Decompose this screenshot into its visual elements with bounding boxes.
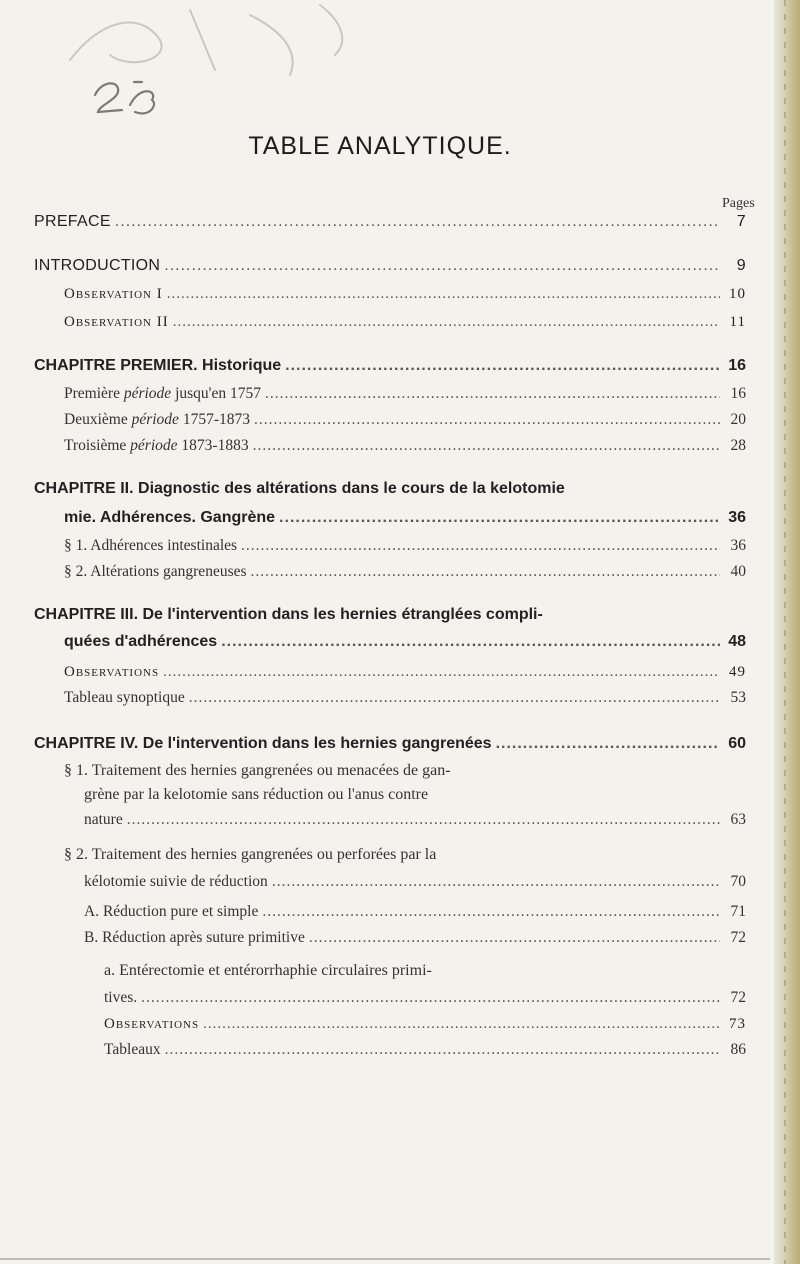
toc-entry-page: 7 — [736, 213, 746, 230]
pencil-scribble — [40, 0, 370, 120]
toc-entry-traitement-2-line1: § 2. Traitement des hernies gangrenées ou perforées par la — [64, 846, 437, 863]
toc-entry-chapitre-2[interactable] — [64, 508, 746, 528]
toc-entry-label: § 2. Altérations gangreneuses — [64, 563, 247, 580]
toc-entry-tableaux[interactable] — [104, 1040, 746, 1060]
toc-entry-page: 49 — [729, 664, 746, 680]
leader-dots — [272, 872, 720, 892]
toc-entry-page: 36 — [728, 509, 746, 526]
toc-entry-page: 73 — [729, 1016, 746, 1032]
toc-entry-label: B. Réduction après suture primitive — [84, 929, 305, 946]
toc-entry-observation-1[interactable] — [64, 284, 746, 304]
toc-entry-label: Observations — [104, 1016, 200, 1032]
toc-entry-page: 48 — [728, 633, 746, 650]
toc-entry-chapitre-2-line1: CHAPITRE II. Diagnostic des altérations dans le cours de la kelotomie — [34, 480, 565, 497]
toc-entry-label: § 1. Adhérences intestinales — [64, 537, 238, 554]
toc-entry-page: 86 — [730, 1041, 746, 1058]
toc-entry-traitement-2[interactable] — [84, 872, 746, 892]
toc-entry-label: Observation I — [64, 286, 163, 302]
toc-entry-page: 70 — [730, 873, 746, 890]
leader-dots — [127, 810, 720, 830]
toc-entry-label: nature — [84, 811, 123, 828]
toc-entry-chapitre-3[interactable] — [64, 632, 746, 652]
leader-dots — [496, 734, 720, 754]
toc-entry-observations-1[interactable] — [64, 662, 746, 682]
toc-entry-enterectomie[interactable] — [104, 988, 746, 1008]
toc-entry-page: 28 — [730, 437, 746, 454]
toc-entry-chapitre-4[interactable] — [34, 734, 746, 754]
toc-entry-label: INTRODUCTION — [34, 257, 161, 274]
toc-entry-page: 72 — [730, 929, 746, 946]
toc-entry-label: Tableau synoptique — [64, 689, 185, 706]
toc-entry-label: PREFACE — [34, 213, 111, 230]
toc-entry-periode-2[interactable] — [64, 410, 746, 430]
toc-entry-page: 60 — [728, 735, 746, 752]
toc-entry-observation-2[interactable] — [64, 312, 746, 332]
toc-entry-periode-1[interactable] — [64, 384, 746, 404]
leader-dots — [241, 536, 720, 556]
toc-entry-page: 20 — [730, 411, 746, 428]
toc-entry-alterations[interactable] — [64, 562, 746, 582]
toc-entry-page: 16 — [730, 385, 746, 402]
toc-entry-page: 53 — [730, 689, 746, 706]
toc-entry-periode-3[interactable] — [64, 436, 746, 456]
page-title: TABLE ANALYTIQUE. — [248, 132, 512, 160]
leader-dots — [254, 410, 720, 430]
leader-dots — [167, 284, 720, 304]
toc-entry-label: Tableaux — [104, 1041, 161, 1058]
leader-dots — [253, 436, 720, 456]
toc-entry-page: 40 — [730, 563, 746, 580]
toc-entry-page: 63 — [730, 811, 746, 828]
toc-entry-label: kélotomie suivie de réduction — [84, 873, 268, 890]
leader-dots — [115, 212, 720, 232]
toc-entry-page: 72 — [730, 989, 746, 1006]
book-binding-edge — [774, 0, 800, 1264]
toc-entry-chapitre-3-line1: CHAPITRE III. De l'intervention dans les hernies étranglées compli- — [34, 606, 543, 623]
toc-entry-tableau-synoptique[interactable] — [64, 688, 746, 708]
toc-entry-reduction-a[interactable] — [84, 902, 746, 922]
page-edge-line — [0, 1258, 770, 1260]
toc-entry-label: CHAPITRE PREMIER. Historique — [34, 357, 282, 374]
leader-dots — [262, 902, 720, 922]
toc-entry-label: Observations — [64, 664, 160, 680]
toc-entry-observations-2[interactable] — [104, 1014, 746, 1034]
toc-entry-reduction-b[interactable] — [84, 928, 746, 948]
leader-dots — [203, 1014, 720, 1034]
toc-entry-label: A. Réduction pure et simple — [84, 903, 259, 920]
toc-entry-page: 36 — [730, 537, 746, 554]
toc-entry-traitement-1-line2: grène par la kelotomie sans réduction ou l'anus contre — [84, 786, 429, 803]
toc-entry-page: 9 — [736, 257, 746, 274]
toc-entry-traitement-1[interactable] — [84, 810, 746, 830]
toc-entry-label: CHAPITRE IV. De l'intervention dans les hernies gangrenées — [34, 735, 492, 752]
toc-entry-page: 71 — [730, 903, 746, 920]
leader-dots — [221, 632, 720, 652]
toc-entry-label: Observation II — [64, 314, 169, 330]
toc-entry-page: 10 — [729, 286, 746, 302]
toc-entry-label: Première période jusqu'en 1757 — [64, 385, 261, 402]
toc-entry-label: quées d'adhérences — [64, 633, 218, 650]
leader-dots — [173, 312, 720, 332]
leader-dots — [189, 688, 720, 708]
toc-entry-preface[interactable] — [34, 212, 746, 232]
leader-dots — [309, 928, 720, 948]
leader-dots — [141, 988, 720, 1008]
leader-dots — [285, 356, 720, 376]
toc-entry-chapitre-1[interactable] — [34, 356, 746, 376]
leader-dots — [279, 508, 720, 528]
leader-dots — [251, 562, 720, 582]
leader-dots — [165, 1040, 720, 1060]
toc-entry-page: 16 — [728, 357, 746, 374]
leader-dots — [265, 384, 720, 404]
toc-entry-label: Deuxième période 1757-1873 — [64, 411, 250, 428]
leader-dots — [163, 662, 720, 682]
toc-entry-enterectomie-line1: a. Entérectomie et entérorrhaphie circulaires primi- — [104, 962, 432, 979]
toc-entry-traitement-1-line1: § 1. Traitement des hernies gangrenées ou menacées de gan- — [64, 762, 451, 779]
toc-entry-page: 11 — [729, 314, 746, 330]
toc-entry-label: tives. — [104, 989, 138, 1006]
toc-entry-introduction[interactable] — [34, 256, 746, 276]
toc-entry-label: Troisième période 1873-1883 — [64, 437, 249, 454]
toc-entry-adherences[interactable] — [64, 536, 746, 556]
pages-column-label: Pages — [722, 196, 755, 211]
leader-dots — [164, 256, 720, 276]
toc-entry-label: mie. Adhérences. Gangrène — [64, 509, 276, 526]
